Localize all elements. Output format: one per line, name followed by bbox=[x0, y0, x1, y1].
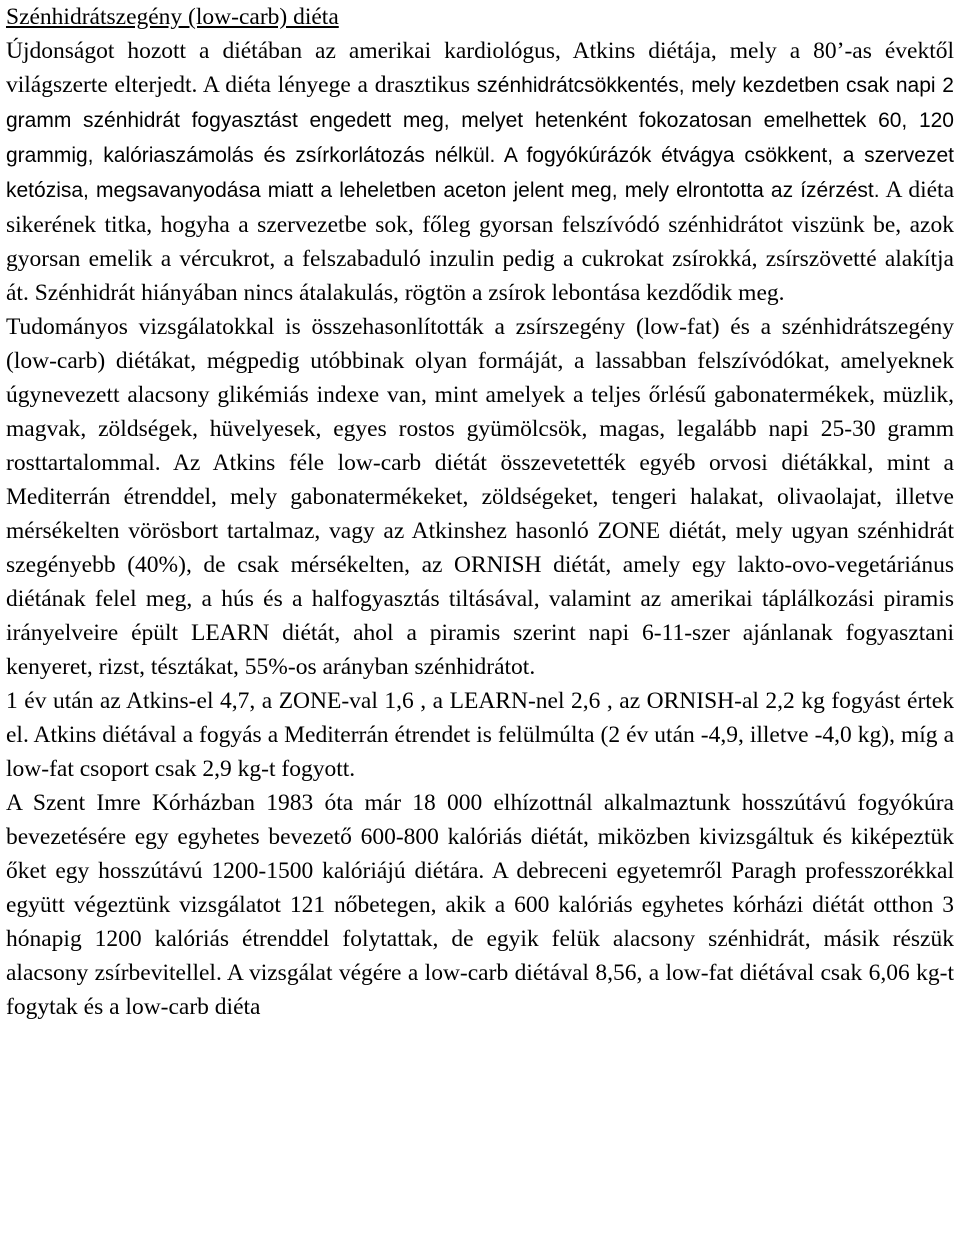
document-title: Szénhidrátszegény (low-carb) diéta bbox=[6, 4, 339, 30]
paragraph-studies bbox=[6, 310, 954, 684]
paragraph-results bbox=[6, 684, 954, 786]
text-run: Tudományos vizsgálatokkal is összehasonlították a zsírszegény (low-fat) és a szénhidrátszegény (low-carb) diétákat, mégpedig utóbbinak olyan formáját, a lassabban felszívódókat, amelyeknek úgynevezett alacsony glikémiás indexe van, mint amelyek a teljes őrlésű gabonatermékek, müzlik, magvak, zöldségek, hüvelyesek, egyes rostos gyümölcsök, magas, legalább napi 25-30 gramm rosttartalommal. Az Atkins féle low-carb diétát összevetették egyéb orvosi diétákkal, mint a Mediterrán étrenddel, mely gabonatermékeket, zöldségeket, tengeri halakat, olivaolajat, illetve mérsékelten vörösbort tartalmaz, vagy az Atkinshez hasonló ZONE diétát, mely ugyan szénhidrát szegényebb (40%), de csak mérsékelten, az ORNISH diétát, amely egy lakto-ovo-vegetáriánus diétának felel meg, a hús és a halfogyasztás tiltásával, valamint az amerikai táplálkozási piramis irányelveire épült LEARN diétát, ahol a piramis szerint napi 6-11-szer ajánlanak fogyasztani kenyeret, rizst, tésztákat, 55%-os arányban szénhidrátot. bbox=[6, 314, 954, 680]
text-run: Újdonságot hozott a diétában az amerikai kardiológus, Atkins diétája, mely a 80’-as évektől világszerte elterjedt. A diéta lényege a drasztikus bbox=[6, 38, 954, 98]
text-run: A Szent Imre Kórházban 1983 óta már 18 000 elhízottnál alkalmaztunk hosszútávú fogyókúra bevezetésére egy egyhetes bevezető 600-800 kalóriás diétát, miközben kivizsgáltuk és kiképeztük őket egy hosszútávú 1200-1500 kalóriájú diétára. A debreceni egyetemről Paragh professzorékkal együtt végeztünk vizsgálatot 121 nőbetegen, akik a 600 kalóriás egyhetes kórházi diétát otthon 3 hónapig 1200 kalóriás étrenddel folytattak, de egyik felük alacsony szénhidrát, másik részük alacsony zsírbevitellel. A vizsgálat végére a low-carb diétával 8,56, a low-fat diétával csak 6,06 kg-t fogytak és a low-carb diéta bbox=[6, 790, 954, 1020]
paragraph-atkins-intro bbox=[6, 34, 954, 310]
text-run: 1 év után az Atkins-el 4,7, a ZONE-val 1,6 , a LEARN-nel 2,6 , az ORNISH-al 2,2 kg fogyást értek el. Atkins diétával a fogyás a Mediterrán étrendet is felülmúlta (2 év után -4,9, illetve -4,0 kg), míg a low-fat csoport csak 2,9 kg-t fogyott. bbox=[6, 688, 954, 782]
text-run-sans: szénhidrátcsökkentés, mely kezdetben csak napi 2 gramm szénhidrát fogyasztást engedett meg, melyet hetenként fokozatosan emelhettek 60, 120 grammig, kalóriaszámolás és zsírkorlátozás nélkül. A fogyókúrázók étvágya csökkent, a szervezet ketózisa, megsavanyodása miatt a leheletben aceton jelent meg, mely elrontotta az ízérzést. bbox=[6, 74, 954, 202]
document-page bbox=[6, 0, 954, 1246]
text-run: A diéta sikerének titka, hogyha a szervezetbe sok, főleg gyorsan felszívódó szénhidrátot viszünk be, azok gyorsan emelik a vércukrot, a felszabaduló inzulin pedig a cukrokat zsírokká, zsírszövetté alakítja át. Szénhidrát hiányában nincs átalakulás, rögtön a zsírok lebontása kezdődik meg. bbox=[6, 177, 954, 306]
paragraph-szent-imre bbox=[6, 786, 954, 1024]
